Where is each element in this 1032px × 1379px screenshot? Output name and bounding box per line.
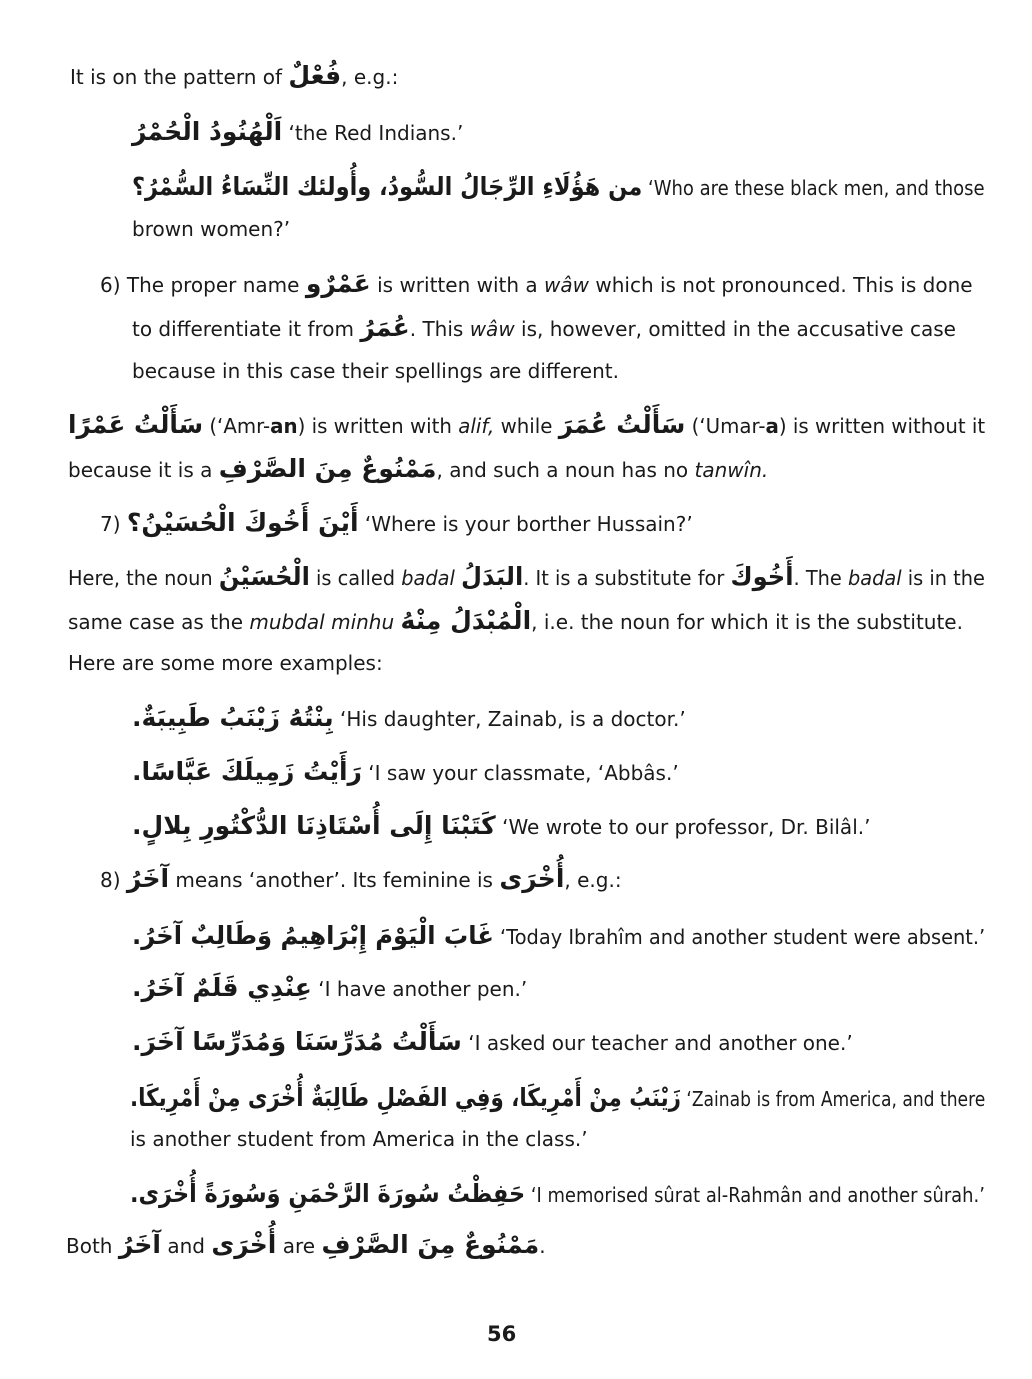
- arabic-text: حَفِظْتُ سُورَةَ الرَّحْمَنِ وَسُورَةً أُخْرَى.: [130, 1179, 526, 1208]
- text-line: [132, 313, 956, 347]
- example-line: [132, 703, 686, 737]
- arabic-text: أُخْرَى: [211, 1230, 277, 1259]
- english-text: and: [160, 1234, 212, 1258]
- bold-ending: an: [270, 414, 298, 438]
- arabic-text: مَمْنُوعٌ مِنَ الصَّرْفِ: [321, 1230, 540, 1259]
- text-line: [132, 214, 290, 248]
- english-text: Here, the noun: [68, 566, 219, 590]
- english-text: . It is a substitute for: [523, 566, 731, 590]
- english-text: , i.e. the noun for which it is the substitute.: [531, 610, 963, 634]
- english-text: 7): [100, 512, 127, 536]
- english-text: means ‘another’. Its feminine is: [169, 868, 500, 892]
- arabic-text: رَأَيْتُ زَمِيلَكَ عَبَّاسًا.: [132, 757, 362, 786]
- english-translation: ‘the Red Indians.’: [282, 121, 464, 145]
- text-line: [130, 1124, 588, 1158]
- english-text: is written with a: [370, 273, 545, 297]
- english-text: It is on the pattern of: [70, 65, 289, 89]
- arabic-text: أُخْرَى: [499, 864, 565, 893]
- numbered-point: [100, 269, 973, 303]
- arabic-text: الْحُسَيْنُ: [218, 562, 310, 591]
- arabic-text: غَابَ الْيَوْمَ إِبْرَاهِيمُ وَطَالِبٌ آخَرُ.: [132, 921, 494, 950]
- arabic-text: آخَرُ: [118, 1230, 161, 1259]
- english-translation: ‘We wrote to our professor, Dr. Bilâl.’: [495, 815, 871, 839]
- numbered-point: [100, 864, 622, 898]
- example-line: [132, 921, 985, 955]
- english-translation: ‘I asked our teacher and another one.’: [461, 1031, 853, 1055]
- arabic-text: اَلْهُنُودُ الْحُمْرُ: [132, 117, 283, 146]
- english-translation: ‘I saw your classmate, ‘Abbâs.’: [361, 761, 679, 785]
- english-text: same case as the: [68, 610, 250, 634]
- example-line: [130, 1179, 985, 1213]
- english-text: . This: [409, 317, 470, 341]
- example-line: [130, 1083, 985, 1117]
- italic-term: wâw: [469, 317, 515, 341]
- english-text: (‘Umar-: [685, 414, 766, 438]
- english-text: 6) The proper name: [100, 273, 306, 297]
- english-translation: ‘I have another pen.’: [311, 977, 528, 1001]
- arabic-text: فُعْلٌ: [288, 61, 342, 90]
- english-text: (‘Amr-: [203, 414, 271, 438]
- text-line: [68, 606, 963, 640]
- italic-term: badal: [847, 566, 902, 590]
- english-translation: ‘Zainab is from America, and there: [680, 1087, 986, 1111]
- english-text: Both: [66, 1234, 119, 1258]
- english-translation: ‘I memorised sûrat al-Rahmân and another sûrah.’: [525, 1183, 985, 1207]
- english-translation: ‘Where is your borther Hussain?’: [358, 512, 693, 536]
- english-text: because in this case their spellings are different.: [132, 359, 619, 383]
- arabic-text: بِنْتُهُ زَيْنَبُ طَبِيبَةٌ.: [132, 703, 334, 732]
- english-text: is another student from America in the class.’: [130, 1127, 588, 1151]
- english-text: which is not pronounced. This is done: [589, 273, 973, 297]
- numbered-point: [100, 508, 693, 542]
- english-text: , e.g.:: [341, 65, 399, 89]
- english-text: while: [494, 414, 559, 438]
- italic-term: mubdal minhu: [249, 610, 395, 634]
- arabic-text: عَمْرٌو: [305, 269, 371, 298]
- english-text: because it is a: [68, 458, 219, 482]
- page-number: 56: [487, 1322, 517, 1346]
- arabic-text: آخَرُ: [126, 864, 170, 893]
- english-text: . The: [793, 566, 848, 590]
- arabic-text: زَيْنَبُ مِنْ أَمْرِيكَا، وَفِي الفَصْلِ طَالِبَةٌ أُخْرَى مِنْ أَمْرِيكَا.: [130, 1083, 681, 1112]
- italic-term: alif,: [458, 414, 495, 438]
- arabic-text: أَخُوكَ: [730, 562, 794, 591]
- example-line: [132, 973, 527, 1007]
- text-line: [68, 410, 985, 444]
- english-text: ) is written without it: [778, 414, 986, 438]
- english-text: .: [539, 1234, 546, 1258]
- english-text: is called: [309, 566, 402, 590]
- italic-term: tanwîn.: [694, 458, 769, 482]
- english-text: , e.g.:: [564, 868, 622, 892]
- english-text: , and such a noun has no: [436, 458, 695, 482]
- bold-ending: a: [765, 414, 779, 438]
- example-line: [132, 172, 985, 206]
- arabic-text: البَدَلُ: [461, 562, 524, 591]
- text-line: [68, 454, 768, 488]
- arabic-text: سَأَلْتُ عَمْرًا: [68, 410, 204, 439]
- example-line: [132, 1027, 853, 1061]
- arabic-text: مَمْنُوعٌ مِنَ الصَّرْفِ: [218, 454, 437, 483]
- english-text: 8): [100, 868, 127, 892]
- text-line: [66, 1230, 546, 1264]
- text-line: [68, 562, 985, 596]
- english-text: brown women?’: [132, 217, 291, 241]
- english-text: is in the: [901, 566, 985, 590]
- text-line: [68, 648, 383, 682]
- arabic-text: عِنْدِي قَلَمٌ آخَرُ.: [132, 973, 312, 1002]
- arabic-text: الْمُبْدَلُ مِنْهُ: [400, 606, 532, 635]
- example-line: [132, 117, 463, 151]
- example-line: [132, 757, 679, 791]
- english-text: are: [276, 1234, 322, 1258]
- english-text: is, however, omitted in the accusative case: [514, 317, 956, 341]
- arabic-text: عُمَرُ: [360, 313, 410, 342]
- arabic-text: سَأَلْتُ مُدَرِّسَنَا وَمُدَرِّسًا آخَرَ.: [132, 1027, 462, 1056]
- text-line: [70, 61, 398, 95]
- english-translation: ‘Today Ibrahîm and another student were absent.’: [493, 925, 986, 949]
- text-line: [132, 356, 619, 390]
- english-translation: ‘Who are these black men, and those: [642, 176, 985, 200]
- italic-term: badal: [401, 566, 455, 590]
- english-text: Here are some more examples:: [68, 651, 383, 675]
- english-text: ) is written with: [297, 414, 459, 438]
- example-line: [132, 811, 870, 845]
- arabic-text: كَتَبْنَا إِلَى أُسْتَاذِنَا الدُّكْتُورِ بِلالٍ.: [132, 811, 496, 840]
- arabic-text: من هَؤُلَاءِ الرِّجَالُ السُّودُ، وأُولئك النِّسَاءُ السُّمْرُ؟: [132, 172, 643, 201]
- italic-term: wâw: [544, 273, 589, 297]
- english-translation: ‘His daughter, Zainab, is a doctor.’: [333, 707, 686, 731]
- arabic-text: أَيْنَ أَخُوكَ الْحُسَيْنُ؟: [126, 508, 359, 537]
- arabic-text: سَأَلْتُ عُمَرَ: [558, 410, 686, 439]
- english-text: to differentiate it from: [132, 317, 361, 341]
